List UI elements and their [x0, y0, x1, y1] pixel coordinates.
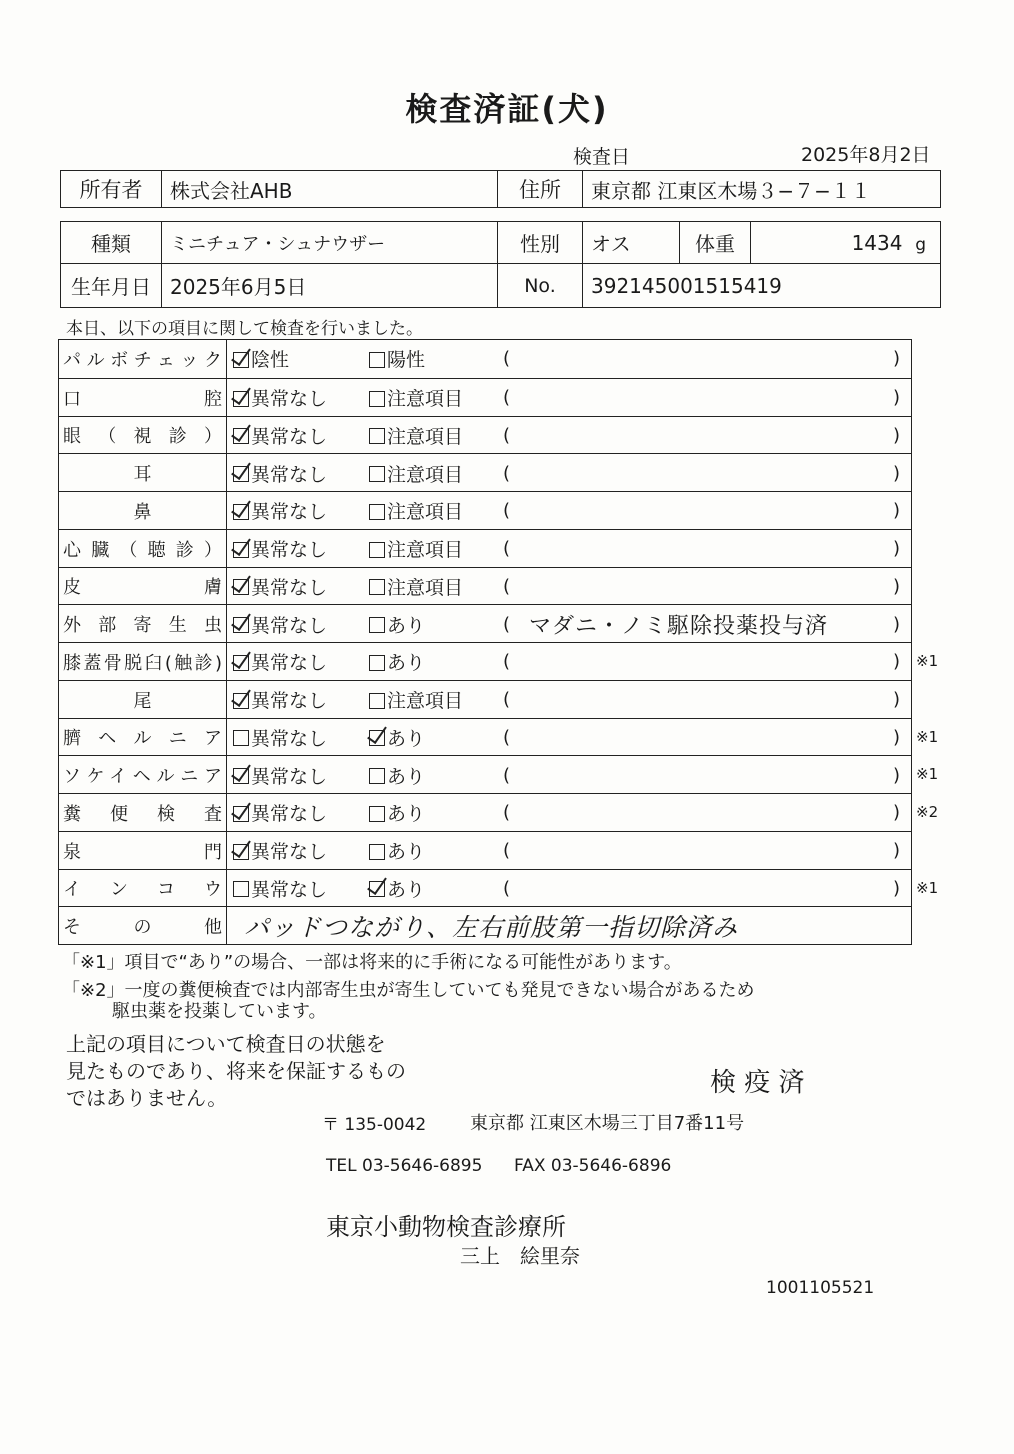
check-option-2[interactable] — [369, 870, 425, 908]
other-row — [59, 906, 911, 945]
check-row-label — [59, 643, 227, 681]
disclaimer-line2: 見たものであり、将来を保証するもの — [66, 1059, 406, 1083]
check-option-1[interactable] — [233, 340, 289, 378]
note-paren-open: ( — [503, 802, 511, 824]
footnote-mark: ※1 — [916, 878, 939, 897]
check-option-2[interactable] — [369, 379, 463, 417]
checkbox-icon[interactable] — [369, 617, 385, 633]
check-option-label: 異常なし — [251, 463, 328, 486]
checkbox-icon[interactable] — [369, 768, 385, 784]
note-paren-close: ) — [893, 575, 901, 597]
check-option-label: 異常なし — [251, 614, 328, 637]
other-label-text: そ の 他 — [63, 917, 222, 939]
check-option-2[interactable] — [369, 454, 463, 492]
owner-table — [60, 170, 941, 208]
check-row-label — [59, 756, 227, 794]
note-paren-close: ) — [893, 726, 901, 748]
check-option-label: あり — [387, 614, 426, 637]
check-option-1[interactable] — [233, 794, 327, 832]
note-paren-close: ) — [893, 348, 901, 370]
check-option-2[interactable] — [369, 417, 463, 455]
sex-label: 性別 — [498, 222, 583, 264]
check-option-1[interactable] — [233, 492, 327, 530]
check-row — [59, 378, 911, 417]
check-option-1[interactable] — [233, 530, 327, 568]
check-option-label: 注意項目 — [387, 576, 464, 599]
note-paren-close: ) — [893, 877, 901, 899]
check-row-label — [59, 340, 227, 378]
footnote-1: 「※1」項目で“あり”の場合、一部は将来的に手術になる可能性があります。 — [62, 952, 682, 973]
checkbox-icon[interactable] — [369, 352, 385, 368]
check-option-2[interactable] — [369, 756, 425, 794]
check-row-label-text: 臍ヘルニア — [63, 728, 222, 750]
note-paren-close: ) — [893, 689, 901, 711]
note-paren-close: ) — [893, 462, 901, 484]
check-row — [59, 604, 911, 643]
note-paren-open: ( — [503, 613, 511, 635]
check-option-1[interactable] — [233, 832, 327, 870]
check-option-2[interactable] — [369, 794, 425, 832]
number-label: No. — [498, 264, 583, 308]
check-row — [59, 567, 911, 606]
checkbox-icon[interactable] — [233, 391, 249, 407]
address-value: 東京都 江東区木場３−７−１１ — [583, 171, 941, 208]
address-label: 住所 — [498, 171, 583, 208]
checkbox-icon[interactable] — [233, 844, 249, 860]
checkbox-icon[interactable] — [233, 617, 249, 633]
note-paren-close: ) — [893, 424, 901, 446]
animal-table — [60, 221, 941, 308]
checkbox-icon[interactable] — [369, 466, 385, 482]
exam-date: 2025年8月2日 — [801, 144, 931, 166]
check-row-label — [59, 794, 227, 832]
check-row-label-text: 膝蓋骨脱臼(触診) — [63, 652, 222, 674]
birth-value: 2025年6月5日 — [162, 264, 498, 308]
check-note: マダニ・ノミ駆除投薬投与済 — [529, 613, 829, 639]
checkbox-icon[interactable] — [233, 428, 249, 444]
checkbox-icon[interactable] — [369, 730, 385, 746]
breed-value: ミニチュア・シュナウザー — [162, 222, 498, 264]
footnote-mark: ※1 — [916, 652, 939, 670]
clinic-address: 東京都 江東区木場三丁目7番11号 — [470, 1113, 745, 1134]
check-option-label: 注意項目 — [387, 690, 464, 713]
check-option-label: 陰性 — [251, 349, 290, 372]
note-paren-open: ( — [503, 877, 511, 899]
check-row-label-text: 泉 門 — [63, 841, 222, 863]
check-row-label — [59, 568, 227, 606]
note-paren-open: ( — [503, 387, 511, 409]
clinic-name: 東京小動物検査診療所 — [326, 1213, 566, 1241]
checkbox-icon[interactable] — [233, 466, 249, 482]
checkbox-icon[interactable] — [369, 806, 385, 822]
check-row-label-text: パルボチェック — [63, 349, 222, 371]
check-option-label: あり — [387, 727, 426, 750]
intro-text: 本日、以下の項目に関して検査を行いました。 — [66, 319, 423, 339]
check-row-label — [59, 417, 227, 455]
weight-value: 1434 — [851, 230, 903, 255]
checkbox-icon[interactable] — [233, 579, 249, 595]
check-option-2[interactable] — [369, 681, 463, 719]
postal-code: 〒 135-0042 — [322, 1115, 427, 1135]
check-option-1[interactable] — [233, 870, 327, 908]
breed-label: 種類 — [61, 222, 162, 264]
note-paren-open: ( — [503, 651, 511, 673]
checkbox-icon[interactable] — [369, 655, 385, 671]
weight-unit: g — [915, 234, 926, 255]
check-row-label-text: 鼻 — [133, 501, 152, 523]
note-paren-close: ) — [893, 613, 901, 635]
checkbox-icon[interactable] — [233, 768, 249, 784]
owner-value: 株式会社AHB — [162, 171, 498, 208]
check-row — [59, 416, 911, 455]
check-option-1[interactable] — [233, 454, 327, 492]
note-paren-open: ( — [503, 764, 511, 786]
check-row-label-text: 尾 — [133, 690, 152, 712]
check-option-2[interactable] — [369, 643, 425, 681]
check-option-label: 異常なし — [251, 425, 328, 448]
note-paren-open: ( — [503, 462, 511, 484]
checkbox-icon[interactable] — [369, 579, 385, 595]
check-row — [59, 642, 911, 681]
check-row — [59, 529, 911, 568]
check-option-label: あり — [387, 765, 426, 788]
document-title: 検査済証(犬) — [405, 90, 609, 128]
check-row-label-text: 皮 膚 — [63, 577, 222, 599]
checkbox-icon[interactable] — [233, 655, 249, 671]
quarantine-stamp: 検 疫 済 — [710, 1068, 805, 1098]
exam-date-label: 検査日 — [573, 146, 631, 168]
check-row-label-text: 耳 — [133, 464, 152, 486]
check-option-label: 異常なし — [251, 501, 328, 524]
check-row-label-text: 外部寄生虫 — [63, 615, 222, 637]
check-row-label — [59, 379, 227, 417]
check-option-2[interactable] — [369, 832, 425, 870]
check-option-2[interactable] — [369, 492, 463, 530]
note-paren-open: ( — [503, 840, 511, 862]
document-number: 1001105521 — [766, 1278, 875, 1298]
owner-label: 所有者 — [61, 171, 162, 208]
check-row-label — [59, 605, 227, 643]
note-paren-open: ( — [503, 538, 511, 560]
checkbox-icon[interactable] — [233, 730, 249, 746]
note-paren-open: ( — [503, 348, 511, 370]
check-row-label — [59, 870, 227, 908]
weight-cell — [751, 222, 941, 264]
check-row — [59, 831, 911, 870]
checkbox-icon[interactable] — [233, 542, 249, 558]
check-option-label: 異常なし — [251, 690, 328, 713]
checkbox-icon[interactable] — [369, 693, 385, 709]
other-label — [59, 907, 227, 945]
check-option-2[interactable] — [369, 530, 463, 568]
check-option-label: 異常なし — [251, 727, 328, 750]
check-option-2[interactable] — [369, 719, 425, 757]
note-paren-open: ( — [503, 689, 511, 711]
note-paren-open: ( — [503, 726, 511, 748]
note-paren-close: ) — [893, 500, 901, 522]
check-option-2[interactable] — [369, 568, 463, 606]
check-option-1[interactable] — [233, 417, 327, 455]
clinic-tel: TEL 03-5646-6895 — [326, 1156, 483, 1176]
disclaimer-line3: ではありません。 — [66, 1086, 228, 1110]
sex-value: オス — [583, 222, 680, 264]
check-option-label: 陽性 — [387, 349, 426, 372]
footnote-2-line2: 駆虫薬を投薬しています。 — [112, 1001, 327, 1022]
check-row-label-text: 心臓（聴診） — [63, 539, 222, 561]
check-option-1[interactable] — [233, 681, 327, 719]
check-row — [59, 755, 911, 794]
check-row — [59, 680, 911, 719]
check-row-label — [59, 719, 227, 757]
check-option-label: 異常なし — [251, 539, 328, 562]
note-paren-close: ) — [893, 802, 901, 824]
check-row-label-text: ソケイヘルニア — [63, 766, 222, 788]
check-row-label — [59, 454, 227, 492]
check-option-label: 異常なし — [251, 652, 328, 675]
birth-label: 生年月日 — [61, 264, 162, 308]
check-row — [59, 718, 911, 757]
check-row-label-text: 口 腔 — [63, 388, 222, 410]
check-option-2[interactable] — [369, 605, 425, 643]
checkbox-icon[interactable] — [233, 504, 249, 520]
check-row-label — [59, 832, 227, 870]
weight-label: 体重 — [680, 222, 751, 264]
checkbox-icon[interactable] — [369, 391, 385, 407]
checkbox-icon[interactable] — [369, 428, 385, 444]
check-option-label: 注意項目 — [387, 388, 464, 411]
check-row-label — [59, 492, 227, 530]
check-row-label — [59, 681, 227, 719]
check-option-1[interactable] — [233, 379, 327, 417]
check-option-label: 異常なし — [251, 803, 328, 826]
check-option-label: あり — [387, 878, 426, 901]
check-option-1[interactable] — [233, 756, 327, 794]
check-option-1[interactable] — [233, 568, 327, 606]
check-option-1[interactable] — [233, 605, 327, 643]
check-option-label: 注意項目 — [387, 463, 464, 486]
check-row-label-text: 眼（視診） — [63, 426, 222, 448]
checkbox-icon[interactable] — [369, 844, 385, 860]
note-paren-close: ) — [893, 538, 901, 560]
footnote-2-line1: 「※2」一度の糞便検査では内部寄生虫が寄生していても発見できない場合があるため — [62, 980, 755, 1001]
note-paren-open: ( — [503, 424, 511, 446]
note-paren-open: ( — [503, 575, 511, 597]
other-handwritten-note: パッドつながり、左右前肢第一指切除済み — [244, 913, 739, 943]
check-row-label — [59, 530, 227, 568]
checkbox-icon[interactable] — [233, 881, 249, 897]
footnote-mark: ※1 — [916, 727, 939, 746]
check-option-label: 異常なし — [251, 576, 328, 599]
note-paren-close: ) — [893, 764, 901, 786]
note-paren-open: ( — [503, 500, 511, 522]
footnote-mark: ※1 — [916, 765, 939, 784]
checkbox-icon[interactable] — [369, 542, 385, 558]
checkbox-icon[interactable] — [369, 881, 385, 897]
check-row — [59, 340, 911, 378]
clinic-fax: FAX 03-5646-6896 — [514, 1156, 672, 1176]
vet-name: 三上 絵里奈 — [460, 1244, 580, 1268]
check-option-label: 異常なし — [251, 388, 328, 411]
check-list — [58, 339, 912, 945]
note-paren-close: ) — [893, 840, 901, 862]
check-option-label: 異常なし — [251, 765, 328, 788]
footnote-mark: ※2 — [916, 803, 939, 821]
note-paren-close: ) — [893, 651, 901, 673]
check-row-label-text: 糞便検査 — [63, 803, 222, 825]
check-option-label: 異常なし — [251, 841, 328, 864]
check-option-2[interactable] — [369, 340, 425, 378]
check-row — [59, 869, 911, 908]
checkbox-icon[interactable] — [233, 352, 249, 368]
checkbox-icon[interactable] — [369, 504, 385, 520]
check-option-label: あり — [387, 841, 426, 864]
check-row — [59, 453, 911, 492]
note-paren-close: ) — [893, 387, 901, 409]
check-option-label: 注意項目 — [387, 501, 464, 524]
check-option-label: 異常なし — [251, 878, 328, 901]
check-row-label-text: インコウ — [63, 879, 222, 901]
number-value: 392145001515419 — [583, 264, 941, 308]
disclaimer-line1: 上記の項目について検査日の状態を — [66, 1032, 386, 1056]
check-option-1[interactable] — [233, 643, 327, 681]
check-option-label: あり — [387, 652, 426, 675]
check-option-label: あり — [387, 803, 426, 826]
check-option-label: 注意項目 — [387, 539, 464, 562]
check-option-1[interactable] — [233, 719, 327, 757]
checkbox-icon[interactable] — [233, 806, 249, 822]
checkbox-icon[interactable] — [233, 693, 249, 709]
check-option-label: 注意項目 — [387, 425, 464, 448]
check-row — [59, 793, 911, 832]
check-row — [59, 491, 911, 530]
